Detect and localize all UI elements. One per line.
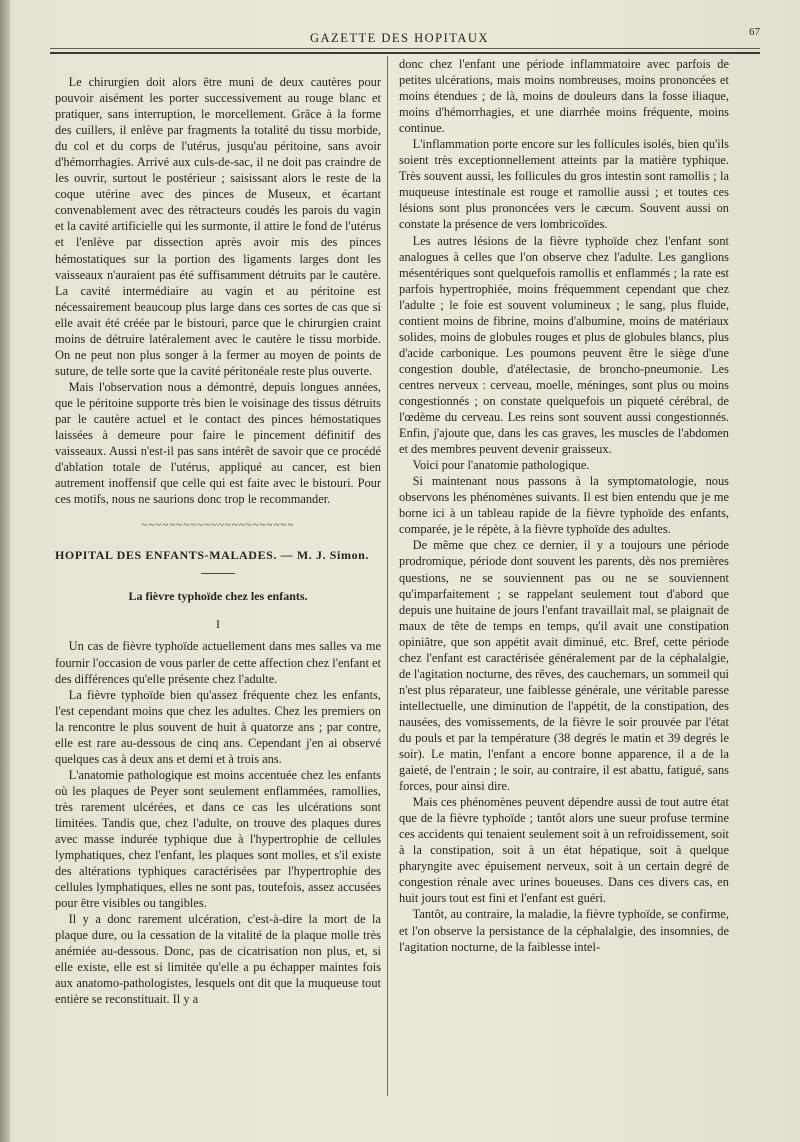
- short-rule: [201, 573, 235, 574]
- paragraph: Tantôt, au contraire, la maladie, la fièvre typhoïde, se confirme, et l'on observe la persistance de la céphalalgie, des insomnies, de l'agitation nocturne, de la faiblesse intel-: [399, 907, 729, 954]
- paragraph: Un cas de fièvre typhoïde actuellement dans mes salles va me fournir l'occasion de vous parler de cette affection chez l'enfant et des différences qu'elle présente chez l'adulte.: [55, 639, 381, 686]
- column-divider: [387, 56, 388, 1096]
- header-rule: [50, 48, 760, 49]
- paragraph: De même que chez ce dernier, il y a toujours une période prodromique, période dont souvent les parents, dès nos premières questions, ne se souviennent pas ou ne se souviennent qu'imparfaitement ; se rappelant seulement tout d'abord que depuis une huitaine de jours l'enfant travaillait mal, se plaignait de maux de tête de temps en temps, qu'il avait une constipation opiniâtre, que son appétit avait diminué, etc. Bref, cette période chez l'enfant est caractérisée généralement par de la céphalalgie, de l'agitation nocturne, des rêves, des cauchemars, un sommeil qui n'est plus réparateur, une faiblesse générale, une véritable paresse intellectuelle, une diminution de l'appétit, de la constipation, des nausées, des vomissements, de la fièvre le soir prouvée par l'état du pouls et par la température (38 degrés le matin et 39 degrés le soir). Le matin, l'enfant a encore bonne apparence, il a de la gaieté, de l'entrain ; le soir, au contraire, il est abattu, fatigué, sans forces, pour ainsi dire.: [399, 538, 729, 794]
- paragraph: donc chez l'enfant une période inflammatoire avec parfois de petites ulcérations, mais moins nombreuses, moins prononcées et moins étendues ; de là, moins de douleurs dans la fosse iliaque, moins d'hémorrhagies, et une diarrhée moins fréquente, moins continue.: [399, 57, 729, 136]
- section-numeral: I: [216, 617, 220, 632]
- article-title: La fièvre typhoïde chez les enfants.: [128, 589, 308, 604]
- header-rule-thick: [50, 52, 760, 54]
- paragraph: Le chirurgien doit alors être muni de deux cautères pour pouvoir aisément les porter successivement au rouge blanc et pratiquer, sans interruption, le morcellement. Grâce à la forme des cuillers, il enlève par fragments la totalité du tissu morbide, du col et du corps de l'utérus, jusqu'au péritoine, sans avoir d'hémorrhagies. Arrivé aux culs-de-sac, il ne doit pas craindre de les ouvrir, surtout le postérieur ; saisissant alors le reste de la coque utérine avec des pinces de Museux, et écartant convenablement avec des rétracteurs coudés les parois du vagin et la cavité artificielle qui les surmonte, il attire le fond de l'utérus et l'enlève par dissection après avoir mis des pinces hémostatiques sur la portion des ligaments larges dont les vaisseaux n'auraient pas été suffisamment détruits par le cautère. La cavité intermédiaire au vagin et au péritoine est nécessairement beaucoup plus large dans ces sortes de cas que si elle avait été créée par le bistouri, parce que le chirurgien craint moins de détruire latéralement avec le cautère le tissu morbide. On ne peut non plus songer à la fermer au moyen de points de suture, de telle sorte que la cavité péritonéale reste plus ouverte.: [55, 75, 381, 378]
- right-column: [399, 56, 729, 955]
- left-column: [55, 74, 381, 1008]
- paragraph: Mais ces phénomènes peuvent dépendre aussi de tout autre état que de la fièvre typhoïde ; tantôt alors une sueur profuse termine ces accidents qui tenaient seulement soit à un refroidissement, soit à la constipation, soit à un état hépatique, soit à quelque pharyngite avec épuisement nerveux, soit à un certain degré de congestion rénale avec urines boueuses. Dans ces divers cas, en huit jours tout est fini et l'enfant est guéri.: [399, 795, 729, 906]
- paragraph: Si maintenant nous passons à la symptomatologie, nous observons les phénomènes suivants. Il est bien entendu que je me borne ici à un tableau rapide de la fièvre typhoïde des enfants, comparée, je le répète, à la fièvre typhoïde des adultes.: [399, 474, 729, 537]
- paragraph: L'inflammation porte encore sur les follicules isolés, bien qu'ils soient très exceptionnellement atteints par la matière typhique. Très souvent aussi, les follicules du gros intestin sont ramollis ; la muqueuse intestinale est rouge et ramollie aussi ; et toutes ces lésions sont plus prononcées vers le cæcum. Souvent aussi on constate la présence de vers lombricoïdes.: [399, 137, 729, 232]
- paragraph: Voici pour l'anatomie pathologique.: [412, 458, 590, 473]
- paragraph: L'anatomie pathologique est moins accentuée chez les enfants où les plaques de Peyer sont seulement enflammées, ramollies, très rarement ulcérées, et dans ce cas les ulcérations sont limitées. Tandis que, chez l'adulte, on trouve des plaques dures avec masse indurée typhique due à l'hypertrophie de cellules lymphatiques, chez l'enfant, les plaques sont molles, et s'il existe des altérations typhiques caractérisées par l'hypertrophie des cellules lymphatiques, elles ne sont pas, toutefois, assez accusées pour être visibles ou tangibles.: [55, 767, 381, 911]
- paragraph: Mais l'observation nous a démontré, depuis longues années, que le péritoine supporte très bien le voisinage des tissus détruits par le cautère actuel et le contact des pinces hémostatiques laissées à demeure pour faire le pincement définitif des vaisseaux. Aussi n'est-il pas sans intérêt de savoir que ce procédé d'ablation totale de l'utérus, appliqué au cancer, est bien autrement inoffensif que celle qui est faite avec le bistouri. Pour ces motifs, nous ne saurions donc trop le recommander.: [55, 379, 381, 507]
- section-ornament: ~~~~~~~~~~~~~~~~~~~~~~: [141, 519, 295, 532]
- paragraph: La fièvre typhoïde bien qu'assez fréquente chez les enfants, l'est cependant moins que chez les adultes. Chez les premiers on la rencontre le plus souvent de huit à quatorze ans ; par contre, elle est rare au-dessous de cinq ans. Cependant j'en ai observé quelques cas à deux ans et demi et à trois ans.: [55, 687, 381, 766]
- binding-spine: [0, 0, 10, 1142]
- paragraph: Il y a donc rarement ulcération, c'est-à-dire la mort de la plaque dure, ou la cessation de la vitalité de la plaque molle très anémiée au-dessous. Donc, pas de cicatrisation non plus, et, si elle existe, elle est si limitée qu'elle a pu échapper maintes fois aux anatomo-pathologistes, lesquels ont dit que la muqueuse tout entière se reconstituait. Il y a: [55, 912, 381, 1007]
- running-title: GAZETTE DES HOPITAUX: [310, 31, 489, 45]
- page-number: 67: [749, 26, 760, 38]
- section-heading: HOPITAL DES ENFANTS-MALADES. — M. J. Simon.: [55, 548, 370, 563]
- paragraph: Les autres lésions de la fièvre typhoïde chez l'enfant sont analogues à celles que l'on observe chez l'adulte. Les ganglions mésentériques sont quelquefois ramollis et enflammés ; la rate est parfois hypertrophiée, moins fréquemment cependant que chez l'adulte ; le foie est souvent volumineux ; le sang, plus fluide, contient moins de fibrine, moins d'albumine, moins de matériaux solides, moins de globules rouges et plus de globules blancs, plus d'acide carbonique. Les poumons peuvent être le siège d'une congestion double, d'atélectasie, de broncho-pneumonie. Les centres nerveux : cerveau, moelle, méninges, sont plus ou moins congestionnés ; on constate quelquefois un piqueté cérébral, de l'œdème du cerveau. Les reins sont souvent aussi congestionnés. Enfin, j'ajoute que, dans les cas graves, les muscles de l'abdomen et des membres peuvent devenir graisseux.: [399, 233, 729, 457]
